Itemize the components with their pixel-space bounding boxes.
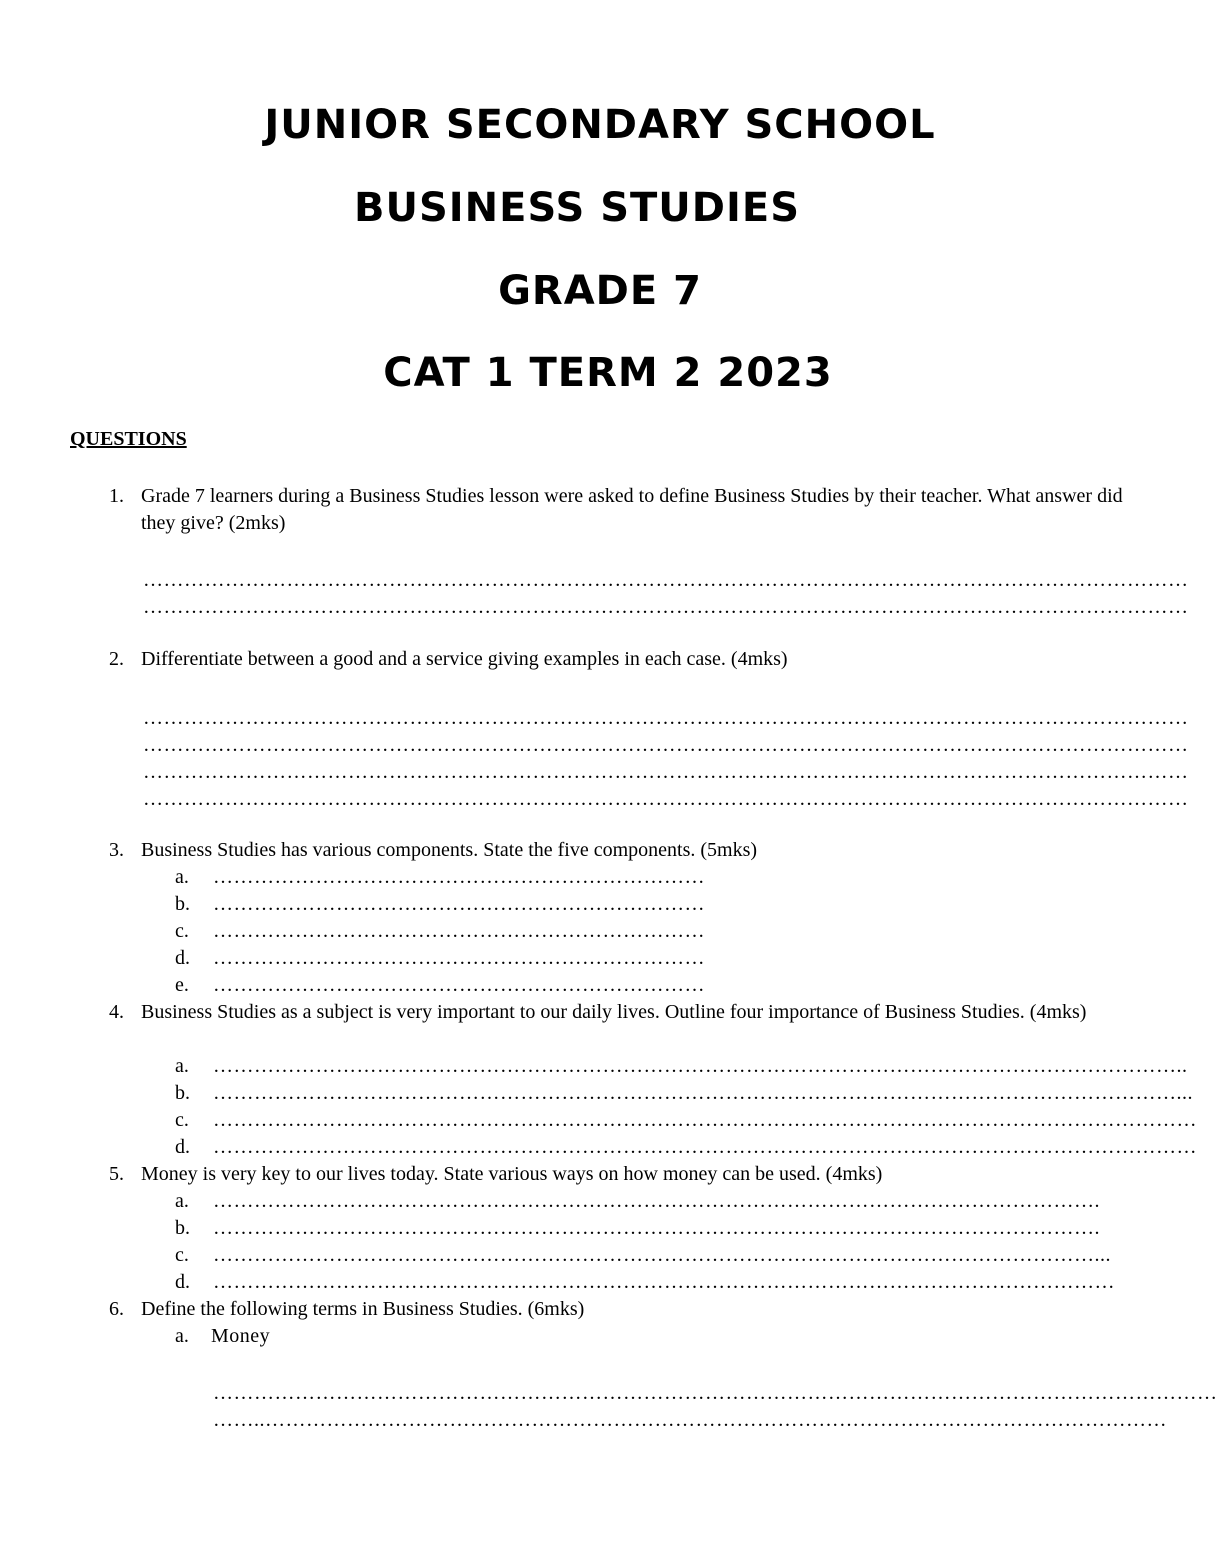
answer-line[interactable]: ……………………………………………………………………………………………………………………………………… — [143, 569, 1189, 591]
sub-item-letter: d. — [175, 1136, 190, 1158]
sub-item — [70, 864, 1070, 891]
sub-item-answer[interactable]: ……………………………………………………………… — [213, 974, 705, 996]
sub-item-letter: d. — [175, 947, 190, 969]
answer-line[interactable]: ……………………………………………………………………………………………………………………………………… — [143, 788, 1189, 810]
sub-item — [70, 1323, 1070, 1350]
question-number: 3. — [109, 839, 124, 861]
question-text: Grade 7 learners during a Business Studies lesson were asked to define Business Studies by their teacher. What answer did they give? (2mks) — [141, 485, 1123, 534]
question-text: Define the following terms in Business Studies. (6mks) — [141, 1298, 585, 1320]
sub-item — [70, 1134, 1197, 1161]
questions-heading: QUESTIONS — [70, 428, 187, 450]
title-exam: CAT 1 TERM 2 2023 — [383, 350, 833, 396]
sub-item — [70, 1107, 1197, 1134]
sub-item-answer[interactable]: …………………………………………………………………………………………………………………………….. — [213, 1055, 1188, 1077]
answer-lines-6 — [213, 1380, 1218, 1434]
sub-item-answer[interactable]: ……………………………………………………………………………………………………………………………... — [213, 1082, 1193, 1104]
sub-item-term: Money — [211, 1325, 271, 1347]
sub-item-letter: c. — [175, 1109, 189, 1131]
sub-item-letter: b. — [175, 893, 190, 915]
question-text: Business Studies as a subject is very important to our daily lives. Outline four importance of Business Studies. (4mks) — [141, 1001, 1087, 1023]
question-number: 1. — [109, 485, 124, 507]
answer-line[interactable]: ……………………………………………………………………………………………………………………………………… — [143, 761, 1189, 783]
sub-item-letter: a. — [175, 866, 189, 888]
sub-item-answer[interactable]: ……………………………………………………………… — [213, 893, 705, 915]
answer-lines-2 — [143, 705, 1189, 813]
question-number: 4. — [109, 1001, 124, 1023]
sub-item — [70, 1080, 1193, 1107]
sub-item — [70, 1188, 1100, 1215]
sub-item-answer[interactable]: ……………………………………………………………………………………………………………………………… — [213, 1109, 1197, 1131]
sub-item-letter: c. — [175, 1244, 189, 1266]
sub-item-letter: c. — [175, 920, 189, 942]
sub-item-answer[interactable]: ……………………………………………………………… — [213, 920, 705, 942]
sub-item-letter: b. — [175, 1082, 190, 1104]
sub-item — [70, 1242, 1111, 1269]
sub-item-letter: a. — [175, 1055, 189, 1077]
question-number: 2. — [109, 648, 124, 670]
question-text: Money is very key to our lives today. State various ways on how money can be used. (4mks) — [141, 1163, 883, 1185]
sub-item — [70, 891, 1070, 918]
sub-item-answer[interactable]: …………………………………………………………………………………………………………………. — [213, 1217, 1100, 1239]
answer-line[interactable]: ……………………………………………………………………………………………………………………………………… — [143, 734, 1189, 756]
answer-line[interactable]: ……………………………………………………………………………………………………………………………………… — [143, 707, 1189, 729]
title-subject: BUSINESS STUDIES — [354, 185, 800, 231]
sub-item-answer[interactable]: …………………………………………………………………………………………………………………... — [213, 1244, 1111, 1266]
sub-item-letter: e. — [175, 974, 189, 996]
title-school: JUNIOR SECONDARY SCHOOL — [264, 102, 936, 148]
answer-line[interactable]: ………………………………………………………………………………………………………………………………… — [213, 1382, 1218, 1404]
sub-item-answer[interactable]: …………………………………………………………………………………………………………………… — [213, 1271, 1115, 1293]
sub-item-letter: d. — [175, 1271, 190, 1293]
sub-item-answer[interactable]: …………………………………………………………………………………………………………………. — [213, 1190, 1100, 1212]
sub-item-answer[interactable]: ……………………………………………………………… — [213, 947, 705, 969]
question-number: 6. — [109, 1298, 124, 1320]
question-text: Business Studies has various components. State the five components. (5mks) — [141, 839, 758, 861]
sub-item-letter: a. — [175, 1190, 189, 1212]
sub-item-answer[interactable]: ……………………………………………………………… — [213, 866, 705, 888]
sub-item-letter: b. — [175, 1217, 190, 1239]
sub-item — [70, 972, 1070, 999]
answer-line[interactable]: ……………………………………………………………………………………………………………………………………… — [143, 596, 1189, 618]
sub-item — [70, 1053, 1188, 1080]
sub-item — [70, 1269, 1115, 1296]
question-number: 5. — [109, 1163, 124, 1185]
sub-item — [70, 945, 1070, 972]
answer-lines-1 — [143, 567, 1189, 621]
answer-line[interactable]: ……..…………………………………………………………………………………………………………………… — [213, 1409, 1167, 1431]
sub-item — [70, 1215, 1100, 1242]
sub-item-answer[interactable]: ……………………………………………………………………………………………………………………………… — [213, 1136, 1197, 1158]
sub-item-letter: a. — [175, 1325, 189, 1347]
sub-item — [70, 918, 1070, 945]
question-text: Differentiate between a good and a service giving examples in each case. (4mks) — [141, 648, 788, 670]
title-grade: GRADE 7 — [498, 268, 702, 314]
